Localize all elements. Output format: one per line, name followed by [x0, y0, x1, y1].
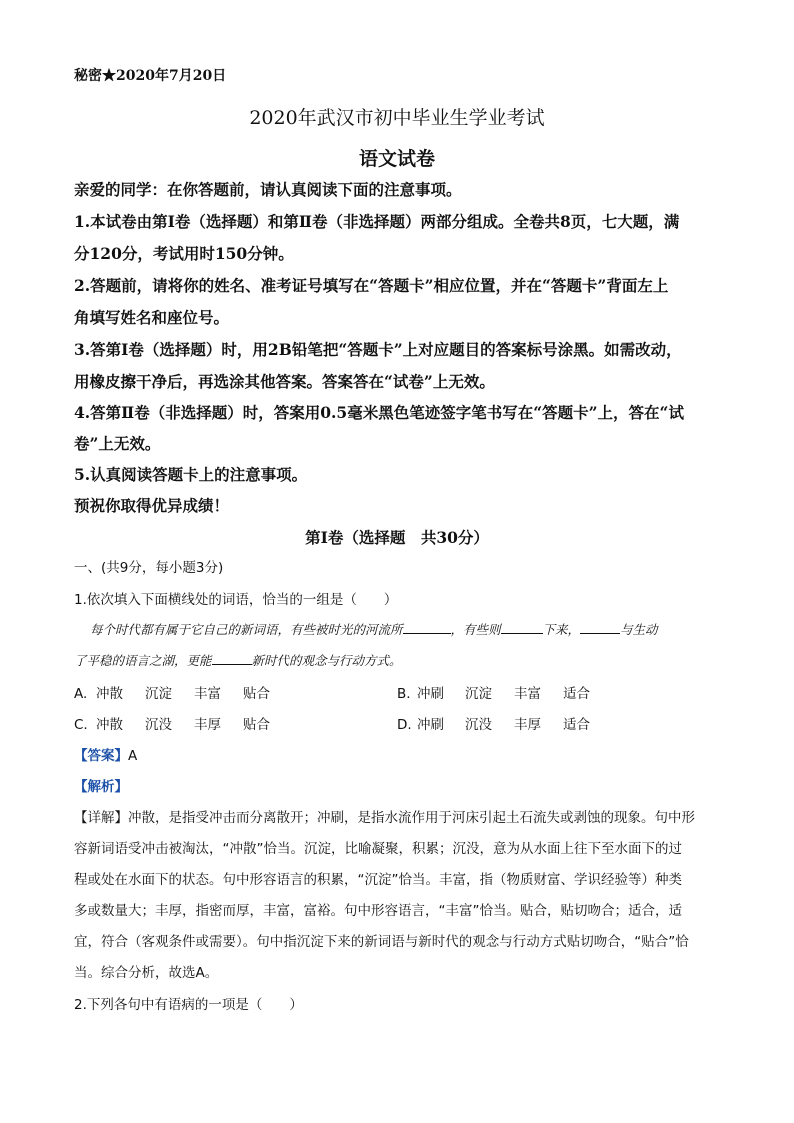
- option-letter: D.: [397, 717, 412, 733]
- question-2-stem: 2.下列各句中有语病的一项是（ ）: [74, 997, 303, 1013]
- option-word: 适合: [563, 686, 590, 702]
- passage-text: ，有些则: [450, 622, 501, 637]
- passage-text: 与生动: [620, 622, 658, 637]
- option-word: 冲散: [96, 686, 123, 702]
- option-word: 贴合: [243, 717, 270, 733]
- fill-blank-3: [580, 621, 620, 634]
- instruction-4-line-2: 卷”上无效。: [74, 434, 161, 453]
- analysis-label: 【解析】: [74, 779, 128, 795]
- answer-line: [74, 744, 137, 764]
- passage-text: 了平稳的语言之湖，更能: [74, 653, 212, 668]
- passage-text: 每个时代都有属于它自己的新词语，有些被时光的河流所: [90, 622, 403, 637]
- option-letter: B.: [397, 686, 411, 702]
- option-b: [397, 682, 590, 702]
- question-1-stem: 1.依次填入下面横线处的词语，恰当的一组是（ ）: [74, 592, 398, 608]
- section-1-heading: 一、(共9分，每小题3分): [74, 560, 224, 576]
- option-word: 丰厚: [514, 717, 541, 733]
- option-word: 沉淀: [465, 686, 492, 702]
- fill-blank-2: [501, 621, 543, 634]
- option-letter: A.: [74, 686, 88, 702]
- option-c: [74, 713, 270, 733]
- question-1-passage-line-2: [74, 651, 402, 669]
- option-word: 沉没: [465, 717, 492, 733]
- passage-text: 下来，: [542, 622, 581, 637]
- instruction-3-line-2: 用橡皮擦干净后，再选涂其他答案。答案答在“试卷”上无效。: [74, 372, 495, 391]
- option-word: 丰厚: [194, 717, 221, 733]
- confidential-date: 秘密★2020年7月20日: [74, 68, 227, 84]
- analysis-detail-line-4: 多或数量大；丰厚，指密而厚，丰富，富裕。句中形容语言，“丰富”恰当。贴合，贴切吻合；适合，适: [74, 903, 682, 919]
- option-word: 冲刷: [417, 686, 444, 702]
- analysis-detail-line-2: 容新词语受冲击被淘汰，“冲散”恰当。沉淀，比喻凝聚，积累；沉没，意为从水面上往下至水面下的过: [74, 841, 682, 857]
- good-luck-line: 预祝你取得优异成绩！: [74, 496, 230, 515]
- instructions-intro: 亲爱的同学：在你答题前，请认真阅读下面的注意事项。: [74, 180, 462, 199]
- instruction-4-line-1: 4.答第Ⅱ卷（非选择题）时，答案用0.5毫米黑色笔迹签字笔书写在“答题卡”上，答在“试: [74, 403, 684, 422]
- instruction-2-line-2: 角填写姓名和座位号。: [74, 308, 230, 327]
- instruction-5: 5.认真阅读答题卡上的注意事项。: [74, 465, 308, 484]
- option-a: [74, 682, 270, 702]
- answer-label: 【答案】: [74, 748, 128, 764]
- question-1-passage-line-1: [90, 620, 658, 638]
- exam-title: 2020年武汉市初中毕业生学业考试: [249, 107, 545, 129]
- option-word: 适合: [563, 717, 590, 733]
- analysis-detail-line-3: 程或处在水面下的状态。句中形容语言的积累，“沉淀”恰当。丰富，指（物质财富、学识经验等）种类: [74, 872, 682, 888]
- option-word: 沉没: [145, 717, 172, 733]
- fill-blank-4: [212, 652, 252, 665]
- instruction-1-line-1: 1.本试卷由第Ⅰ卷（选择题）和第Ⅱ卷（非选择题）两部分组成。全卷共8页，七大题，满: [74, 212, 680, 231]
- option-d: [397, 713, 590, 733]
- analysis-detail-line-1: 【详解】冲散，是指受冲击而分离散开；冲刷，是指水流作用于河床引起土石流失或剥蚀的现象。句中形: [74, 810, 695, 826]
- answer-value: A: [128, 748, 138, 764]
- option-word: 冲散: [96, 717, 123, 733]
- passage-text: 新时代的观念与行动方式。: [251, 653, 402, 668]
- analysis-detail-line-5: 宜，符合（客观条件或需要）。句中指沉淀下来的新词语与新时代的观念与行动方式贴切吻合，“贴合”恰: [74, 934, 689, 950]
- instruction-3-line-1: 3.答第Ⅰ卷（选择题）时，用2B铅笔把“答题卡”上对应题目的答案标号涂黑。如需改动，: [74, 340, 682, 359]
- analysis-detail-line-6: 当。综合分析，故选A。: [74, 965, 219, 981]
- option-word: 丰富: [514, 686, 541, 702]
- option-word: 贴合: [243, 686, 270, 702]
- part-1-title: 第Ⅰ卷（选择题 共30分）: [305, 528, 489, 547]
- option-word: 冲刷: [417, 717, 444, 733]
- instruction-2-line-1: 2.答题前，请将你的姓名、准考证号填写在“答题卡”相应位置，并在“答题卡”背面左上: [74, 276, 669, 295]
- option-word: 沉淀: [145, 686, 172, 702]
- fill-blank-1: [403, 621, 451, 634]
- option-word: 丰富: [194, 686, 221, 702]
- instruction-1-line-2: 分120分，考试用时150分钟。: [74, 244, 294, 263]
- option-letter: C.: [74, 717, 88, 733]
- paper-title: 语文试卷: [358, 148, 435, 170]
